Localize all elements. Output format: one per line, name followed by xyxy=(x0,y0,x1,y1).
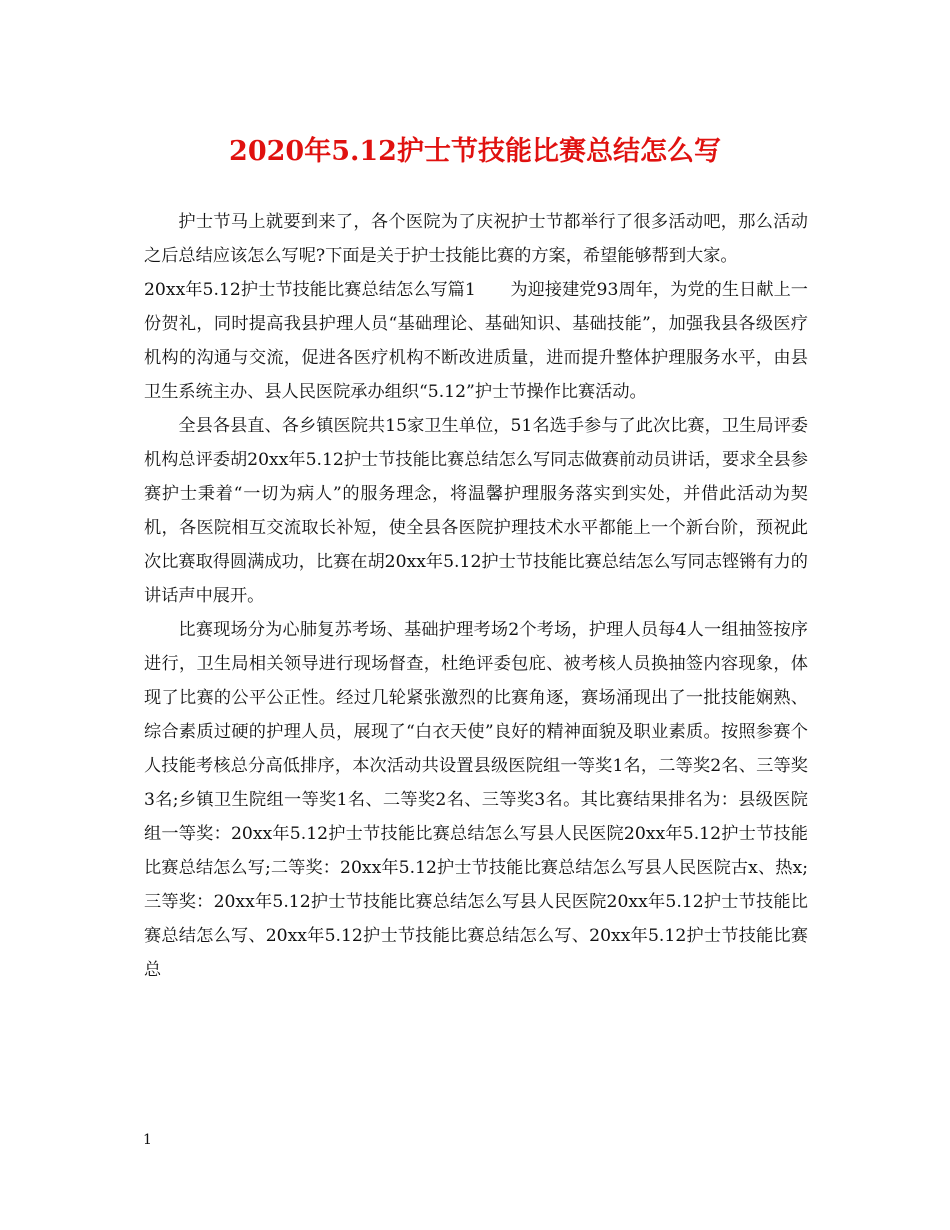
page-number: 1 xyxy=(143,1132,152,1148)
document-body xyxy=(144,205,808,987)
document-title: 2020年5.12护士节技能比赛总结怎么写 xyxy=(229,136,721,167)
competition-paragraph: 比赛现场分为心肺复苏考场、基础护理考场2个考场，护理人员每4人一组抽签按序进行，卫生局相关领导进行现场督查，杜绝评委包庇、被考核人员换抽签内容现象，体现了比赛的公平公正性。经过几轮紧张激烈的比赛角逐，赛场涌现出了一批技能娴熟、综合素质过硬的护理人员，展现了“白衣天使”良好的精神面貌及职业素质。按照参赛个人技能考核总分高低排序，本次活动共设置县级医院组一等奖1名，二等奖2名、三等奖3名;乡镇卫生院组一等奖1名、二等奖2名、三等奖3名。其比赛结果排名为：县级医院组一等奖：20xx年5.12护士节技能比赛总结怎么写县人民医院20xx年5.12护士节技能比赛总结怎么写;二等奖：20xx年5.12护士节技能比赛总结怎么写县人民医院古x、热x;三等奖：20xx年5.12护士节技能比赛总结怎么写县人民医院20xx年5.12护士节技能比赛总结怎么写、20xx年5.12护士节技能比赛总结怎么写、20xx年5.12护士节技能比赛总 xyxy=(144,620,808,980)
participants-paragraph: 全县各县直、各乡镇医院共15家卫生单位，51名选手参与了此次比赛，卫生局评委机构总评委胡20xx年5.12护士节技能比赛总结怎么写同志做赛前动员讲话，要求全县参赛护士秉着“一切为病人”的服务理念，将温馨护理服务落实到实处，并借此活动为契机，各医院相互交流取长补短，使全县各医院护理技术水平都能上一个新台阶，预祝此次比赛取得圆满成功，比赛在胡20xx年5.12护士节技能比赛总结怎么写同志铿锵有力的讲话声中展开。 xyxy=(144,416,808,606)
section-one-paragraph: 20xx年5.12护士节技能比赛总结怎么写篇1 为迎接建党93周年，为党的生日献上一份贺礼，同时提高我县护理人员“基础理论、基础知识、基础技能”，加强我县各级医疗机构的沟通与交流，促进各医疗机构不断改进质量，进而提升整体护理服务水平，由县卫生系统主办、县人民医院承办组织“5.12”护士节操作比赛活动。 xyxy=(144,280,808,402)
intro-paragraph: 护士节马上就要到来了，各个医院为了庆祝护士节都举行了很多活动吧，那么活动之后总结应该怎么写呢?下面是关于护士技能比赛的方案，希望能够帮到大家。 xyxy=(144,212,808,266)
